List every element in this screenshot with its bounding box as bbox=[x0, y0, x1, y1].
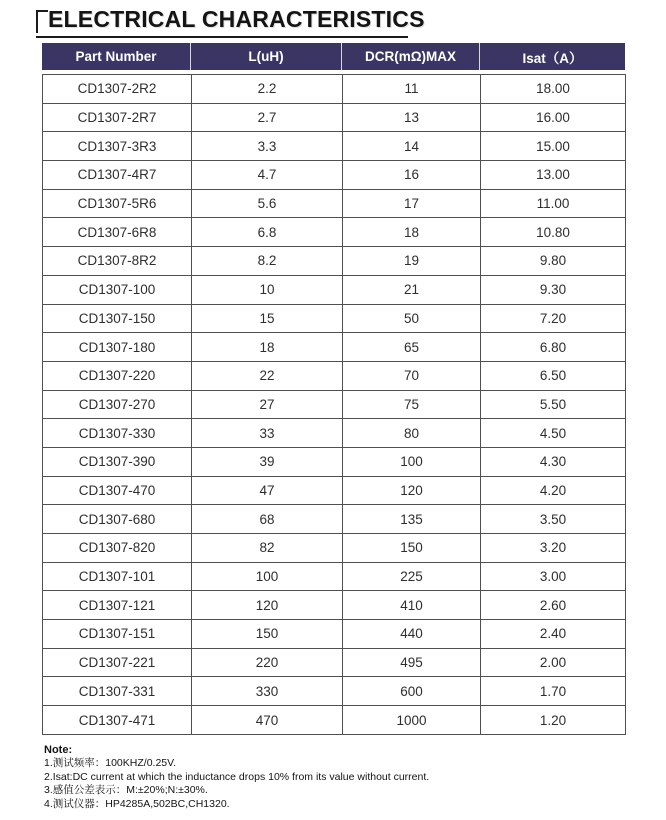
table-row bbox=[43, 677, 626, 706]
note-line-tolerance: 3.感值公差表示：M:±20%;N:±30%. bbox=[44, 784, 208, 796]
page-title: ELECTRICAL CHARACTERISTICS bbox=[48, 6, 425, 32]
table-row bbox=[43, 534, 626, 563]
table-header-row bbox=[42, 43, 625, 70]
table-row bbox=[43, 189, 626, 218]
table-row bbox=[43, 648, 626, 677]
table-row bbox=[43, 361, 626, 390]
dcr-cell: 495 bbox=[343, 648, 481, 677]
isat-cell: 2.40 bbox=[481, 620, 626, 649]
inductance-cell: 330 bbox=[192, 677, 343, 706]
inductance-cell: 120 bbox=[192, 591, 343, 620]
isat-cell: 3.50 bbox=[481, 505, 626, 534]
isat-cell: 3.00 bbox=[481, 562, 626, 591]
table-row bbox=[43, 161, 626, 190]
part-number-cell: CD1307-390 bbox=[43, 447, 192, 476]
inductance-cell: 33 bbox=[192, 419, 343, 448]
note-line-isat-definition: 2.Isat:DC current at which the inductance drops 10% from its value without current. bbox=[44, 770, 430, 783]
part-number-cell: CD1307-121 bbox=[43, 591, 192, 620]
inductance-cell: 18 bbox=[192, 333, 343, 362]
inductance-cell: 6.8 bbox=[192, 218, 343, 247]
table-row bbox=[43, 419, 626, 448]
table-row bbox=[43, 390, 626, 419]
isat-cell: 4.20 bbox=[481, 476, 626, 505]
dcr-cell: 410 bbox=[343, 591, 481, 620]
part-number-cell: CD1307-2R7 bbox=[43, 103, 192, 132]
part-number-cell: CD1307-471 bbox=[43, 706, 192, 735]
inductance-cell: 68 bbox=[192, 505, 343, 534]
table-row bbox=[43, 247, 626, 276]
column-header-dcr: DCR(mΩ)MAX bbox=[342, 43, 480, 70]
part-number-cell: CD1307-221 bbox=[43, 648, 192, 677]
table-body bbox=[43, 75, 626, 735]
inductance-cell: 39 bbox=[192, 447, 343, 476]
isat-cell: 16.00 bbox=[481, 103, 626, 132]
dcr-cell: 19 bbox=[343, 247, 481, 276]
dcr-cell: 13 bbox=[343, 103, 481, 132]
note-line-test-instruments: 4.测试仪器：HP4285A,502BC,CH1320. bbox=[44, 797, 230, 810]
table-row bbox=[43, 476, 626, 505]
part-number-cell: CD1307-151 bbox=[43, 620, 192, 649]
table-row bbox=[43, 275, 626, 304]
note-line-test-frequency: 1.测试频率：100KHZ/0.25V. bbox=[44, 757, 177, 769]
dcr-cell: 120 bbox=[343, 476, 481, 505]
part-number-cell: CD1307-470 bbox=[43, 476, 192, 505]
table-row bbox=[43, 447, 626, 476]
table-row bbox=[43, 706, 626, 735]
table-row bbox=[43, 218, 626, 247]
dcr-cell: 16 bbox=[343, 161, 481, 190]
isat-cell: 13.00 bbox=[481, 161, 626, 190]
part-number-cell: CD1307-180 bbox=[43, 333, 192, 362]
isat-cell: 9.80 bbox=[481, 247, 626, 276]
isat-cell: 7.20 bbox=[481, 304, 626, 333]
isat-cell: 6.80 bbox=[481, 333, 626, 362]
isat-cell: 10.80 bbox=[481, 218, 626, 247]
inductance-cell: 150 bbox=[192, 620, 343, 649]
part-number-cell: CD1307-5R6 bbox=[43, 189, 192, 218]
part-number-cell: CD1307-3R3 bbox=[43, 132, 192, 161]
column-header-inductance: L(uH) bbox=[191, 43, 342, 70]
dcr-cell: 80 bbox=[343, 419, 481, 448]
dcr-cell: 150 bbox=[343, 534, 481, 563]
table-row bbox=[43, 103, 626, 132]
part-number-cell: CD1307-4R7 bbox=[43, 161, 192, 190]
isat-cell: 2.00 bbox=[481, 648, 626, 677]
table-row bbox=[43, 620, 626, 649]
table-row bbox=[43, 562, 626, 591]
note-section bbox=[44, 744, 644, 811]
note-heading: Note: bbox=[44, 744, 73, 756]
part-number-cell: CD1307-680 bbox=[43, 505, 192, 534]
inductance-cell: 2.2 bbox=[192, 75, 343, 104]
inductance-cell: 5.6 bbox=[192, 189, 343, 218]
table-row bbox=[43, 333, 626, 362]
corner-bracket-decoration bbox=[36, 10, 48, 33]
inductance-cell: 27 bbox=[192, 390, 343, 419]
isat-cell: 5.50 bbox=[481, 390, 626, 419]
electrical-characteristics-table bbox=[42, 74, 626, 735]
part-number-cell: CD1307-820 bbox=[43, 534, 192, 563]
inductance-cell: 47 bbox=[192, 476, 343, 505]
inductance-cell: 470 bbox=[192, 706, 343, 735]
inductance-cell: 100 bbox=[192, 562, 343, 591]
isat-cell: 6.50 bbox=[481, 361, 626, 390]
isat-cell: 15.00 bbox=[481, 132, 626, 161]
isat-cell: 2.60 bbox=[481, 591, 626, 620]
isat-cell: 3.20 bbox=[481, 534, 626, 563]
table-row bbox=[43, 132, 626, 161]
inductance-cell: 10 bbox=[192, 275, 343, 304]
dcr-cell: 11 bbox=[343, 75, 481, 104]
part-number-cell: CD1307-331 bbox=[43, 677, 192, 706]
column-header-isat: Isat（A） bbox=[480, 43, 625, 70]
isat-cell: 9.30 bbox=[481, 275, 626, 304]
dcr-cell: 17 bbox=[343, 189, 481, 218]
table-row bbox=[43, 591, 626, 620]
isat-cell: 1.70 bbox=[481, 677, 626, 706]
dcr-cell: 21 bbox=[343, 275, 481, 304]
column-header-part-number: Part Number bbox=[42, 43, 191, 70]
dcr-cell: 14 bbox=[343, 132, 481, 161]
dcr-cell: 65 bbox=[343, 333, 481, 362]
dcr-cell: 18 bbox=[343, 218, 481, 247]
dcr-cell: 1000 bbox=[343, 706, 481, 735]
title-section bbox=[36, 6, 425, 38]
isat-cell: 4.50 bbox=[481, 419, 626, 448]
part-number-cell: CD1307-101 bbox=[43, 562, 192, 591]
dcr-cell: 225 bbox=[343, 562, 481, 591]
isat-cell: 4.30 bbox=[481, 447, 626, 476]
inductance-cell: 82 bbox=[192, 534, 343, 563]
dcr-cell: 75 bbox=[343, 390, 481, 419]
table-row bbox=[43, 75, 626, 104]
dcr-cell: 600 bbox=[343, 677, 481, 706]
dcr-cell: 50 bbox=[343, 304, 481, 333]
isat-cell: 18.00 bbox=[481, 75, 626, 104]
part-number-cell: CD1307-220 bbox=[43, 361, 192, 390]
inductance-cell: 220 bbox=[192, 648, 343, 677]
inductance-cell: 4.7 bbox=[192, 161, 343, 190]
dcr-cell: 100 bbox=[343, 447, 481, 476]
part-number-cell: CD1307-150 bbox=[43, 304, 192, 333]
part-number-cell: CD1307-330 bbox=[43, 419, 192, 448]
dcr-cell: 440 bbox=[343, 620, 481, 649]
table-row bbox=[43, 505, 626, 534]
part-number-cell: CD1307-100 bbox=[43, 275, 192, 304]
part-number-cell: CD1307-2R2 bbox=[43, 75, 192, 104]
inductance-cell: 15 bbox=[192, 304, 343, 333]
isat-cell: 1.20 bbox=[481, 706, 626, 735]
part-number-cell: CD1307-6R8 bbox=[43, 218, 192, 247]
inductance-cell: 2.7 bbox=[192, 103, 343, 132]
part-number-cell: CD1307-8R2 bbox=[43, 247, 192, 276]
isat-cell: 11.00 bbox=[481, 189, 626, 218]
inductance-cell: 22 bbox=[192, 361, 343, 390]
dcr-cell: 135 bbox=[343, 505, 481, 534]
part-number-cell: CD1307-270 bbox=[43, 390, 192, 419]
table-row bbox=[43, 304, 626, 333]
inductance-cell: 8.2 bbox=[192, 247, 343, 276]
inductance-cell: 3.3 bbox=[192, 132, 343, 161]
dcr-cell: 70 bbox=[343, 361, 481, 390]
